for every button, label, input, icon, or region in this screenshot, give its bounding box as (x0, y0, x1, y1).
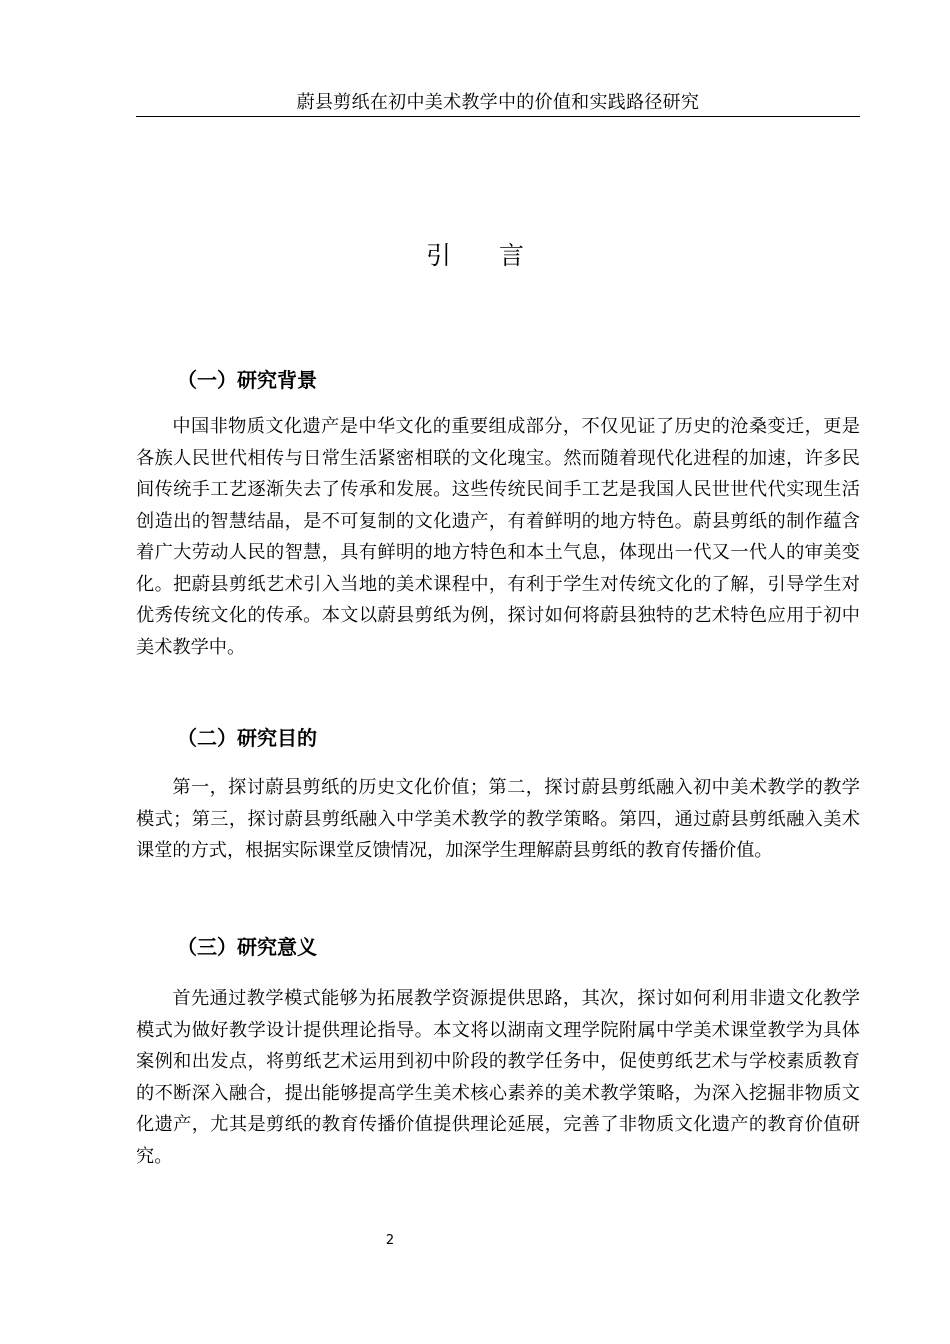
header-rule (136, 116, 860, 117)
section-paragraph-purpose: 第一，探讨蔚县剪纸的历史文化价值；第二，探讨蔚县剪纸融入初中美术教学的教学模式；第三，探讨蔚县剪纸融入中学美术教学的教学策略。第四，通过蔚县剪纸融入美术课堂的方式，根据实际课堂反馈情况，加深学生理解蔚县剪纸的教育传播价值。 (136, 777, 860, 861)
section-paragraph-background: 中国非物质文化遗产是中华文化的重要组成部分，不仅见证了历史的沧桑变迁，更是各族人民世代相传与日常生活紧密相联的文化瑰宝。然而随着现代化进程的加速，许多民间传统手工艺逐渐失去了传承和发展。这些传统民间手工艺是我国人民世世代代实现生活创造出的智慧结晶，是不可复制的文化遗产，有着鲜明的地方特色。蔚县剪纸的制作蕴含着广大劳动人民的智慧，具有鲜明的地方特色和本土气息，体现出一代又一代人的审美变化。把蔚县剪纸艺术引入当地的美术课程中，有利于学生对传统文化的了解，引导学生对优秀传统文化的传承。本文以蔚县剪纸为例，探讨如何将蔚县独特的艺术特色应用于初中美术教学中。 (136, 416, 860, 658)
page-number: 2 (385, 1233, 395, 1248)
section-heading-purpose: （二）研究目的 (177, 726, 317, 750)
running-header-title: 蔚县剪纸在初中美术教学中的价值和实践路径研究 (296, 92, 700, 113)
chapter-title: 引言 (425, 241, 572, 270)
section-heading-background: （一）研究背景 (177, 368, 317, 392)
section-paragraph-significance: 首先通过教学模式能够为拓展教学资源提供思路，其次，探讨如何利用非遗文化教学模式为做好教学设计提供理论指导。本文将以湖南文理学院附属中学美术课堂教学为具体案例和出发点，将剪纸艺术运用到初中阶段的教学任务中，促使剪纸艺术与学校素质教育的不断深入融合，提出能够提高学生美术核心素养的美术教学策略，为深入挖掘非物质文化遗产，尤其是剪纸的教育传播价值提供理论延展，完善了非物质文化遗产的教育价值研究。 (136, 988, 860, 1167)
section-heading-significance: （三）研究意义 (177, 935, 317, 959)
